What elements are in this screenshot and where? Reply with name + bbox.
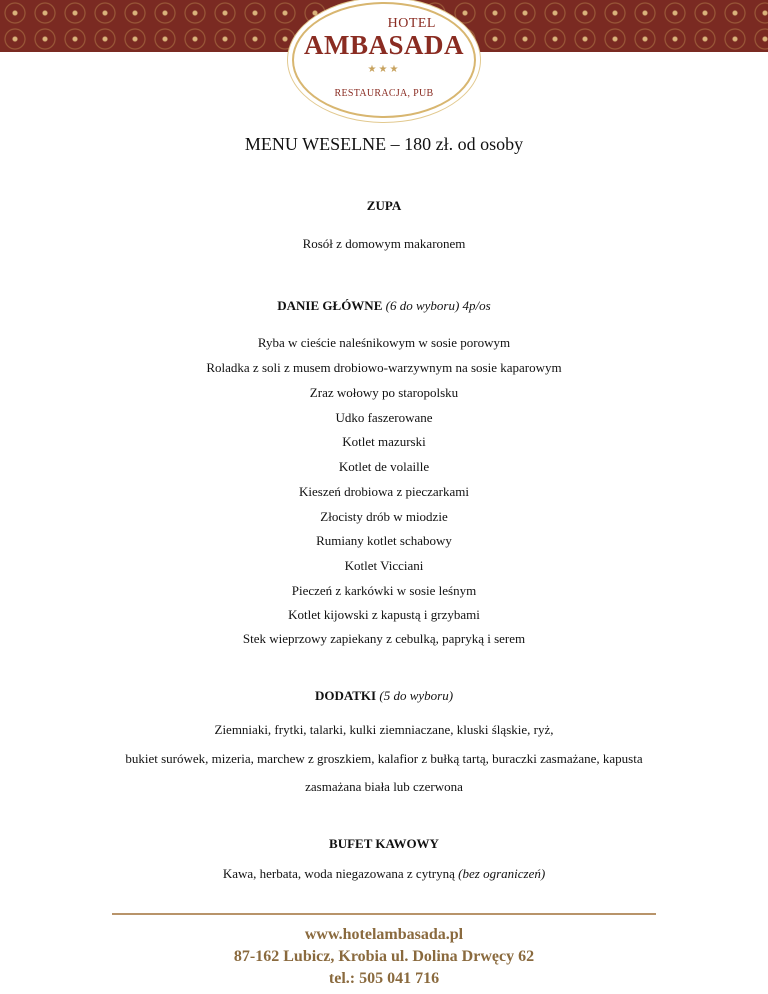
main-item: Stek wieprzowy zapiekany z cebulką, papryką i serem — [242, 631, 526, 646]
mains-heading-note: (6 do wyboru) 4p/os — [385, 298, 491, 313]
mains-heading-label: DANIE GŁÓWNE — [277, 298, 383, 313]
footer-address: 87-162 Lubicz, Krobia ul. Dolina Drwęcy 62 — [233, 948, 535, 965]
footer-phone: tel.: 505 041 716 — [328, 970, 440, 987]
hotel-logo — [292, 2, 476, 118]
sides-heading — [0, 688, 768, 704]
main-item: Pieczeń z karkówki w sosie leśnym — [291, 583, 477, 598]
main-item: Zraz wołowy po staropolsku — [309, 385, 459, 400]
logo-hotel-text: HOTEL — [387, 16, 436, 31]
main-item: Kotlet de volaille — [338, 459, 430, 474]
sides-line: zasmażana biała lub czerwona — [305, 779, 463, 794]
sides-line: Ziemniaki, frytki, talarki, kulki ziemniaczane, kluski śląskie, ryż, — [214, 722, 554, 737]
main-item: Roladka z soli z musem drobiowo-warzywnym na sosie kaparowym — [206, 360, 562, 375]
coffee-text: Kawa, herbata, woda niegazowana z cytryną — [222, 866, 455, 881]
main-item: Kotlet Vicciani — [344, 558, 424, 573]
coffee-line — [0, 866, 768, 882]
main-item: Złocisty drób w miodzie — [320, 509, 448, 524]
coffee-note: (bez ograniczeń) — [458, 866, 546, 881]
menu-title: MENU WESELNE – 180 zł. od osoby — [244, 134, 524, 154]
coffee-heading: BUFET KAWOWY — [329, 836, 439, 851]
logo-subtitle: RESTAURACJA, PUB — [334, 88, 434, 99]
mains-heading — [0, 298, 768, 314]
sides-heading-label: DODATKI — [314, 688, 377, 703]
main-item: Kieszeń drobiowa z pieczarkami — [298, 484, 469, 499]
footer-divider — [112, 913, 656, 915]
logo-name-text: AMBASADA — [303, 30, 464, 60]
main-item: Rumiany kotlet schabowy — [316, 533, 452, 548]
main-item: Ryba w cieście naleśnikowym w sosie porowym — [257, 335, 511, 350]
sides-line: bukiet surówek, mizeria, marchew z groszkiem, kalafior z bułką tartą, buraczki zasmażane, kapusta — [125, 751, 643, 766]
soup-heading: ZUPA — [366, 198, 402, 213]
sides-heading-note: (5 do wyboru) — [379, 688, 454, 703]
logo-stars: ★★★ — [367, 64, 401, 75]
main-item: Udko faszerowane — [335, 410, 433, 425]
footer-website: www.hotelambasada.pl — [304, 926, 464, 943]
main-item: Kotlet kijowski z kapustą i grzybami — [288, 607, 480, 622]
soup-item: Rosół z domowym makaronem — [302, 236, 466, 251]
main-item: Kotlet mazurski — [342, 434, 426, 449]
